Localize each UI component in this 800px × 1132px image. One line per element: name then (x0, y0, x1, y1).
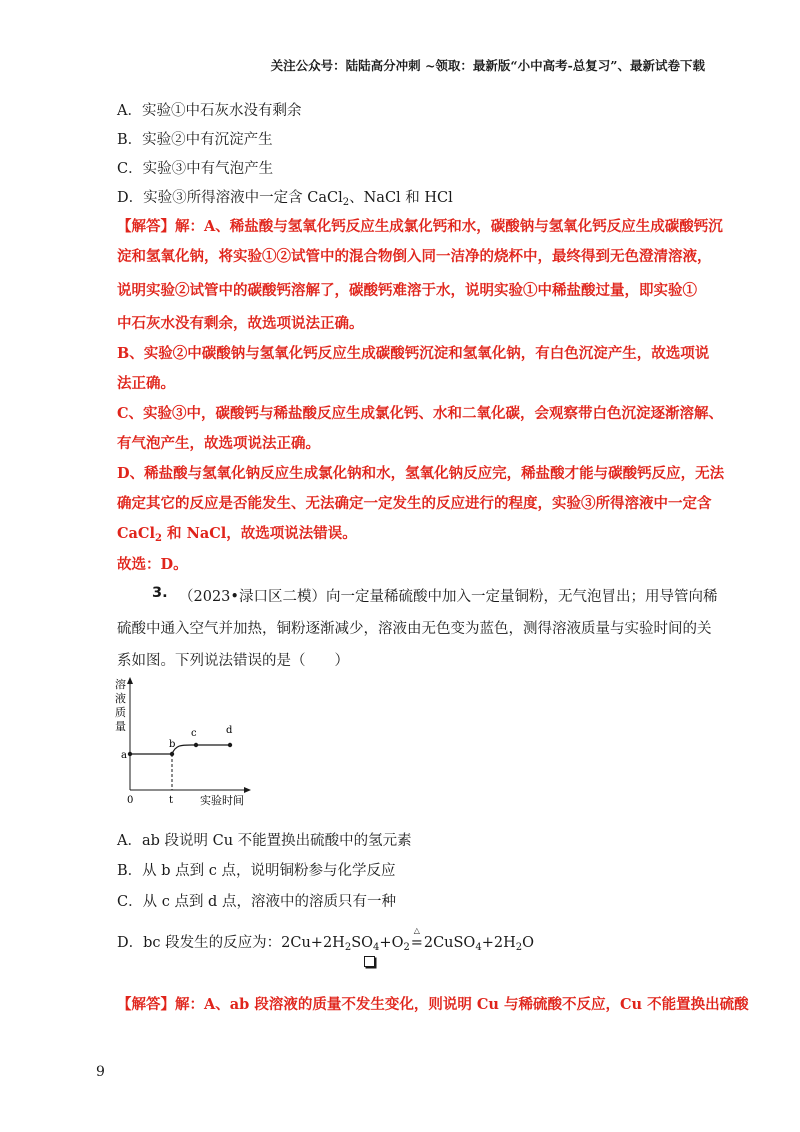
q3-option-a (117, 829, 412, 850)
page-number: 9 (96, 1064, 105, 1080)
option-text: ab 段说明 Cu 不能置换出硫酸中的氢元素 (141, 833, 412, 849)
option-text: 从 c 点到 d 点，溶液中的溶质只有一种 (142, 894, 396, 910)
placeholder-box-icon (364, 956, 375, 967)
point-d-dot (228, 743, 232, 747)
point-a-dot (128, 752, 132, 756)
answer-line-9: D、稀盐酸与氢氧化钠反应生成氯化钠和水，氢氧化钠反应完，稀盐酸才能与碳酸钙反应，无法 (117, 465, 725, 482)
option-label: A． (117, 833, 142, 849)
y-label-3: 质 (115, 706, 126, 719)
q3-answer-line: 【解答】解：A、ab 段溶液的质量不发生变化，则说明 Cu 与稀硫酸不反应，Cu 不能置换出硫酸 (117, 996, 749, 1013)
y-label-4: 量 (115, 720, 126, 733)
q3-option-c (117, 890, 396, 911)
answer-tag: 【解答】 (117, 218, 175, 235)
question-number: 3. (152, 585, 168, 601)
answer-line-10: 确定其它的反应是否能发生、无法确定一定发生的反应进行的程度，实验③所得溶液中一定含 (117, 495, 712, 512)
option-d (117, 186, 453, 208)
question-stem-2: 硫酸中通入空气并加热，铜粉逐渐减少，溶液由无色变为蓝色，测得溶液质量与实验时间的关 (117, 621, 712, 637)
y-label-1: 溶 (115, 678, 126, 691)
subscript: 2 (155, 533, 162, 544)
option-b (117, 128, 273, 149)
option-label: A． (117, 103, 142, 119)
point-a-label: a (121, 750, 127, 761)
t-label: t (169, 795, 174, 806)
q3-option-b (117, 859, 396, 880)
option-label: B． (117, 132, 143, 148)
page-header: 关注公众号：陆陆高分冲刺 ~领取：最新版“小中高考-总复习”、最新试卷下载 (270, 58, 705, 73)
answer-line-7: C、实验③中，碳酸钙与稀盐酸反应生成氯化钙、水和二氧化碳，会观察带白色沉淀逐渐溶解、 (117, 405, 724, 422)
subscript: 2 (342, 197, 350, 208)
point-c-label: c (191, 728, 197, 739)
point-b-label: b (169, 739, 176, 750)
option-c (117, 157, 273, 178)
option-text: 、NaCl 和 HCl (349, 190, 453, 206)
answer-line-11: CaCl$_2$ 和 NaCl，故选项说法错误。 (117, 525, 357, 544)
option-text: 实验②中有沉淀产生 (142, 132, 273, 148)
option-text: 实验③中有气泡产生 (142, 161, 274, 177)
mass-time-graph (110, 672, 260, 812)
question-stem-3: 系如图。下列说法错误的是（ ） (117, 653, 349, 669)
x-axis-label: 实验时间 (200, 794, 244, 807)
answer-line-2: 淀和氢氧化钠，将实验①②试管中的混合物倒入同一洁净的烧杯中，最终得到无色澄清溶液， (117, 248, 712, 265)
point-b-dot (170, 752, 174, 756)
answer-line-5: B、实验②中碳酸钠与氢氧化钙反应生成碳酸钙沉淀和氢氧化钠，有白色沉淀产生，故选项说 (117, 345, 710, 362)
answer-line-8: 有气泡产生，故选项说法正确。 (117, 435, 320, 452)
q3-option-d (117, 926, 534, 953)
point-c-dot (194, 743, 198, 747)
mass-curve (130, 745, 230, 754)
option-label: D． (117, 190, 144, 206)
option-a (117, 99, 301, 120)
point-d-label: d (226, 725, 233, 736)
question-stem-1: （2023•渌口区二模）向一定量稀硫酸中加入一定量铜粉，无气泡冒出；用导管向稀 (179, 589, 718, 605)
origin-label: 0 (127, 795, 134, 806)
answer-tag: 【解答】 (117, 996, 175, 1013)
answer-line-3: 说明实验②试管中的碳酸钙溶解了，碳酸钙难溶于水，说明实验①中稀盐酸过量，即实验① (117, 282, 697, 299)
option-text: 实验③所得溶液中一定含 CaCl (143, 190, 343, 206)
option-label: D． (117, 935, 144, 951)
answer-line-6: 法正确。 (117, 375, 175, 392)
y-label-2: 液 (115, 692, 126, 705)
answer-line-4: 中石灰水没有剩余，故选项说法正确。 (117, 315, 364, 332)
option-label: C． (117, 161, 143, 177)
option-text: 从 b 点到 c 点，说明铜粉参与化学反应 (142, 863, 396, 879)
option-label: B． (117, 863, 143, 879)
option-label: C． (117, 894, 143, 910)
equation: bc 段发生的反应为：$2Cu+2H_2SO_4+O_2$ △ $=2CuSO_4+2H_2O$ (143, 926, 534, 953)
answer-conclusion: 故选：D。 (117, 556, 188, 573)
heat-condition: △ = (410, 926, 423, 951)
answer-line-1: 【解答】解：A、稀盐酸与氢氧化钙反应生成氯化钙和水，碳酸钠与氢氧化钙反应生成碳酸钙沉 (117, 218, 723, 235)
option-text: 实验①中石灰水没有剩余 (141, 103, 302, 119)
